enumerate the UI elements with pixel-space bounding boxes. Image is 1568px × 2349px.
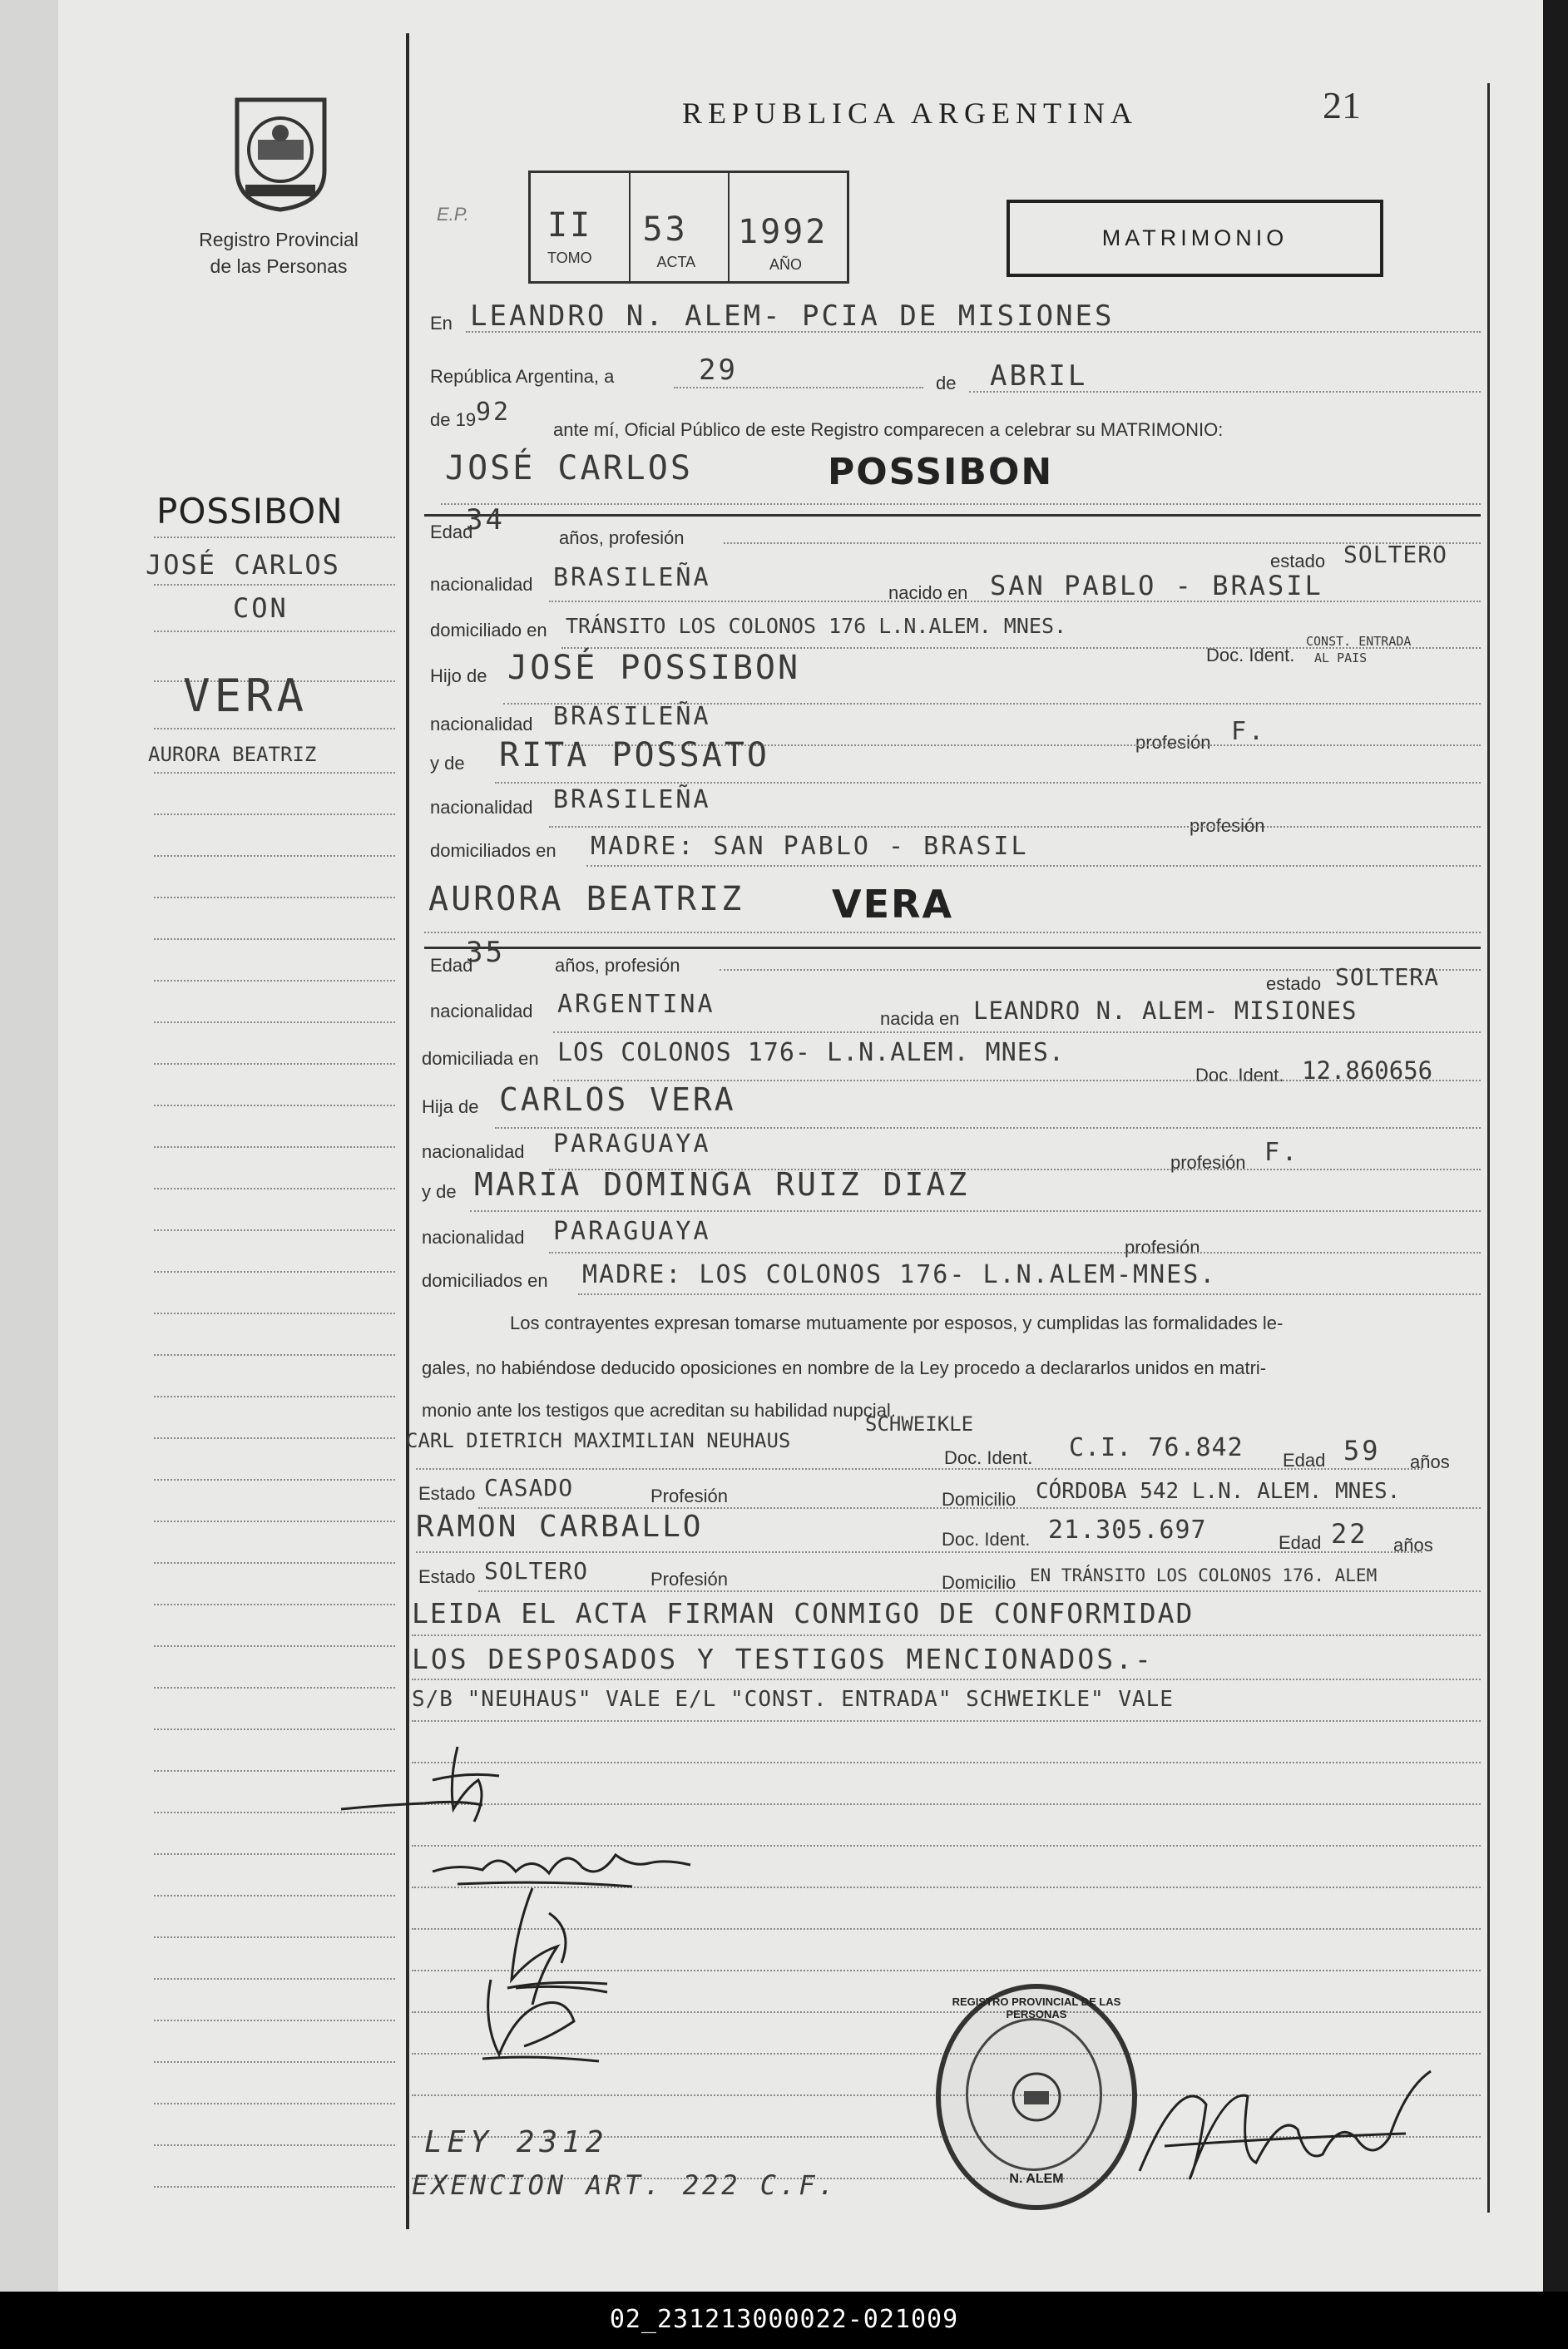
tomo-cell [531,173,631,281]
groom-edad-label: Edad [430,522,473,542]
bride-nacida-value: LEANDRO N. ALEM- MISIONES [973,996,1358,1025]
margin-surname2: VERA [183,670,309,722]
margin-line-22 [154,1437,395,1439]
groom-nacido-value: SAN PABLO - BRASIL [990,570,1323,601]
groom-mother-nac-label: nacionalidad [430,797,533,818]
bride-mother-underline [470,1210,1481,1212]
margin-line-27 [154,1645,395,1647]
groom-nacionalidad-underline [549,601,1481,602]
groom-father-label: Hijo de [430,665,487,686]
place-value: LEANDRO N. ALEM- PCIA DE MISIONES [470,299,1115,333]
stamp-text-bottom: N. ALEM [1009,2172,1064,2186]
margin-line-8 [154,855,395,857]
day-underline [674,387,923,388]
bride-parents-dom-value: MADRE: LOS COLONOS 176- L.N.ALEM-MNES. [582,1260,1217,1289]
file-id: 02_231213000022-021009 [609,2305,959,2334]
witness1-doc-value: C.I. 76.842 [1069,1433,1244,1462]
note-line1-underline [412,1634,1481,1636]
margin-line-10 [154,938,395,940]
right-border-line [1487,83,1490,2213]
margin-line-3 [154,631,395,632]
ep-note: E.P. [437,204,469,225]
groom-doc-value-line1: CONST. ENTRADA [1306,634,1412,649]
margin-line-39 [154,2144,395,2146]
witness2-edad-label: Edad [1279,1532,1322,1553]
bride-edad-label: Edad [430,955,473,976]
groom-nacido-label: nacido en [888,582,968,603]
bride-parents-dom-underline [578,1293,1481,1295]
groom-parents-dom-label: domiciliados en [430,840,556,861]
acta-value: 53 [642,210,688,249]
margin-con: CON [233,592,289,624]
witness1-profesion-label: Profesión [650,1486,728,1506]
margin-surname1: POSSIBON [156,491,344,532]
en-label: En [430,313,453,334]
witness1-estado-underline [478,1507,1481,1509]
note-line3: S/B "NEUHAUS" VALE E/L "CONST. ENTRADA" SCHWEIKLE" VALE [412,1687,1174,1712]
margin-line-31 [154,1812,395,1813]
witness2-profesion-label: Profesión [650,1569,728,1590]
witness1-name: CARL DIETRICH MAXIMILIAN NEUHAUS [406,1429,791,1452]
anio-value: 1992 [738,213,829,251]
groom-doc-label: Doc. Ident. [1206,645,1295,665]
stamp-emblem-icon [1007,2068,1066,2126]
margin-line-21 [154,1396,395,1397]
witness2-doc-label: Doc. Ident. [942,1529,1031,1550]
witness1-anos-label: años [1410,1451,1450,1472]
groom-domicilio-value: TRÁNSITO LOS COLONOS 176 L.N.ALEM. MNES. [566,614,1067,638]
bride-nacida-label: nacida en [880,1008,960,1029]
margin-line-24 [154,1521,395,1522]
year-prefix: de 19 [430,409,477,430]
groom-mother-nac-underline [549,826,1481,828]
margin-line-29 [154,1728,395,1730]
record-type-box [1007,200,1383,277]
witness2-signature [466,1963,649,2071]
note-line2: LOS DESPOSADOS Y TESTIGOS MENCIONADOS.- [412,1643,1154,1675]
witness2-domicilio-label: Domicilio [942,1572,1016,1593]
groom-estado-label: estado [1270,551,1326,571]
declaration-line3: monio ante los testigos que acreditan su habilidad nupcial. [422,1400,896,1421]
groom-anos-label: años, profesión [559,527,685,548]
acta-label: ACTA [656,254,696,270]
margin-line-40 [154,2186,395,2188]
margin-divider-line [406,33,409,2229]
stamp-text-top: REGISTRO PROVINCIAL DE LAS PERSONAS [952,1995,1121,2020]
margin-line-18 [154,1271,395,1273]
bride-mother-nac-label: nacionalidad [422,1227,525,1248]
country-title: REPUBLICA ARGENTINA [682,96,1139,130]
margin-line-14 [154,1105,395,1106]
bride-father-nac-label: nacionalidad [422,1141,525,1162]
declaration-line2: gales, no habiéndose deducido oposiciones en nombre de la Ley procedo a declararlos unidos en matri- [422,1357,1267,1378]
day-value: 29 [699,354,738,387]
witness2-name-underline [416,1551,1422,1553]
margin-line-26 [154,1604,395,1605]
witness1-domicilio-value: CÓRDOBA 542 L.N. ALEM. MNES. [1036,1479,1401,1504]
bride-domicilio-label: domiciliada en [422,1048,539,1069]
bride-father-name: CARLOS VERA [499,1081,736,1118]
year-value: 92 [476,398,512,427]
margin-line-15 [154,1146,395,1148]
groom-nacionalidad-value: BRASILEÑA [553,563,711,592]
groom-father-nac-value: BRASILEÑA [553,702,711,731]
bride-estado-value: SOLTERA [1335,963,1440,991]
officer-signature [1115,2038,1447,2204]
groom-name-underline [441,503,1481,505]
tomo-label: TOMO [547,250,592,266]
groom-full-name: JOSÉ CARLOS [445,449,693,487]
groom-age: 34 [466,503,505,537]
groom-surname: POSSIBON [828,451,1054,493]
margin-line-17 [154,1229,395,1231]
groom-father-prof-value: F. [1231,717,1267,746]
record-type-label: MATRIMONIO [1101,225,1289,250]
witness1-name-underline [416,1468,1422,1470]
signature-line-2 [412,1803,1481,1805]
witness2-name: RAMON CARBALLO [416,1510,704,1544]
groom-father-name: JOSÉ POSSIBON [507,649,801,687]
bride-father-prof-label: profesión [1170,1152,1246,1173]
margin-line-19 [154,1313,395,1314]
acta-cell [631,173,730,281]
bride-parents-dom-label: domiciliados en [422,1270,548,1291]
groom-mother-underline [495,782,1481,784]
bride-estado-label: estado [1266,973,1322,994]
groom-mother-prof-label: profesión [1190,815,1265,836]
bride-full-name: AURORA BEATRIZ [428,880,744,918]
witness1-estado-label: Estado [418,1483,476,1504]
bride-nacionalidad-label: nacionalidad [430,1001,533,1021]
groom-nacionalidad-label: nacionalidad [430,574,533,595]
witness1-age: 59 [1343,1435,1381,1466]
margin-line-13 [154,1063,395,1065]
register-page [58,0,1543,2292]
margin-line-25 [154,1562,395,1564]
groom-mother-nac-value: BRASILEÑA [553,785,711,814]
witness2-estado-label: Estado [418,1566,476,1587]
groom-mother-name: RITA POSSATO [499,736,769,774]
margin-line-28 [154,1687,395,1689]
witness2-anos-label: años [1393,1535,1433,1555]
margin-name2: AURORA BEATRIZ [148,743,317,766]
signature-line-1 [412,1762,1481,1763]
note-line1: LEIDA EL ACTA FIRMAN CONMIGO DE CONFORMIDAD [412,1597,1195,1629]
groom-parents-dom-underline [586,865,1481,867]
anio-cell [730,173,847,281]
margin-line-34 [154,1936,395,1938]
groom-section-rule [424,514,1481,517]
margin-line-38 [154,2103,395,2104]
margin-line-33 [154,1895,395,1897]
margin-line-11 [154,980,395,982]
bride-age: 35 [466,936,505,969]
tomo-value: II [547,206,593,245]
margin-line-20 [154,1354,395,1356]
note-line3-underline [412,1720,1481,1722]
bride-father-prof-value: F. [1264,1138,1300,1167]
bride-domicilio-value: LOS COLONOS 176- L.N.ALEM. MNES. [557,1038,1065,1067]
groom-estado-value: SOLTERO [1343,541,1448,568]
margin-line-35 [154,1978,395,1980]
witness2-estado-value: SOLTERO [484,1557,589,1585]
month-value: ABRIL [990,359,1088,393]
witness2-doc-value: 21.305.697 [1048,1516,1207,1545]
bride-father-nac-value: PARAGUAYA [553,1130,711,1159]
page-number: 21 [1323,84,1361,126]
book-spine [0,0,60,2292]
witness2-estado-underline [478,1590,1481,1592]
declaration-line1: Los contrayentes expresan tomarse mutuamente por esposos, y cumplidas las formalidades le- [510,1313,1284,1333]
bride-mother-nac-underline [549,1252,1481,1254]
groom-mother-label: y de [430,753,465,774]
bride-mother-nac-value: PARAGUAYA [553,1217,711,1246]
bride-anos-label: años, profesión [555,955,680,976]
margin-line-5 [154,728,395,729]
bride-father-underline [495,1127,1481,1129]
margin-line-12 [154,1021,395,1023]
law-reference: LEY 2312 [424,2125,609,2159]
registry-name-line2: de las Personas [210,255,348,277]
groom-domicilio-label: domiciliado en [430,620,547,640]
bride-section-rule [424,947,1481,949]
anio-label: AÑO [769,256,803,273]
registry-name-line1: Registro Provincial [199,229,359,250]
note-line2-underline [412,1679,1481,1680]
bride-father-label: Hija de [422,1096,479,1117]
margin-line-16 [154,1188,395,1189]
place-underline [466,331,1481,333]
margin-line-23 [154,1479,395,1481]
margin-line-6 [154,772,395,774]
bride-nacionalidad-value: ARGENTINA [557,990,715,1019]
margin-line-30 [154,1770,395,1772]
margin-line-32 [154,1853,395,1855]
bride-surname: VERA [832,882,954,927]
province-seal-icon [229,91,333,212]
margin-line-2 [154,584,395,586]
intro-text: ante mí, Oficial Público de este Registro comparecen a celebrar su MATRIMONIO: [553,419,1224,440]
bride-mother-label: y de [422,1181,457,1202]
official-stamp [936,1984,1137,2210]
margin-line-37 [154,2061,395,2063]
groom-doc-value-line2: AL PAIS [1314,650,1368,665]
tomo-acta-anio-box [528,171,849,284]
scan-footer [0,2292,1568,2349]
witness1-doc-label: Doc. Ident. [944,1447,1033,1468]
groom-father-prof-label: profesión [1135,732,1211,753]
de-label: de [936,373,957,393]
witness2-age: 22 [1331,1518,1368,1550]
bride-mother-name: MARIA DOMINGA RUIZ DIAZ [474,1166,970,1203]
bride-nacionalidad-underline [553,1031,1481,1033]
margin-line-7 [154,813,395,815]
groom-parents-dom-value: MADRE: SAN PABLO - BRASIL [591,832,1029,861]
margin-line-1 [154,537,395,538]
bride-doc-label: Doc. Ident. [1195,1065,1284,1085]
month-underline [969,391,1481,393]
bride-name-underline [424,932,1481,933]
margin-line-9 [154,897,395,898]
witness1-name-correction: SCHWEIKLE [865,1412,974,1436]
witness1-estado-value: CASADO [484,1474,574,1501]
witness1-edad-label: Edad [1283,1450,1326,1471]
bride-doc-value: 12.860656 [1302,1056,1433,1085]
groom-father-nac-label: nacionalidad [430,714,533,734]
republica-label: República Argentina, a [430,366,615,387]
witness2-domicilio-value: EN TRÁNSITO LOS COLONOS 176. ALEM [1030,1565,1378,1585]
bride-mother-prof-label: profesión [1125,1237,1200,1258]
margin-name1: JOSÉ CARLOS [146,549,340,581]
exemption-reference: EXENCION ART. 222 C.F. [412,2169,838,2201]
margin-line-36 [154,2020,395,2021]
witness1-domicilio-label: Domicilio [942,1489,1016,1510]
